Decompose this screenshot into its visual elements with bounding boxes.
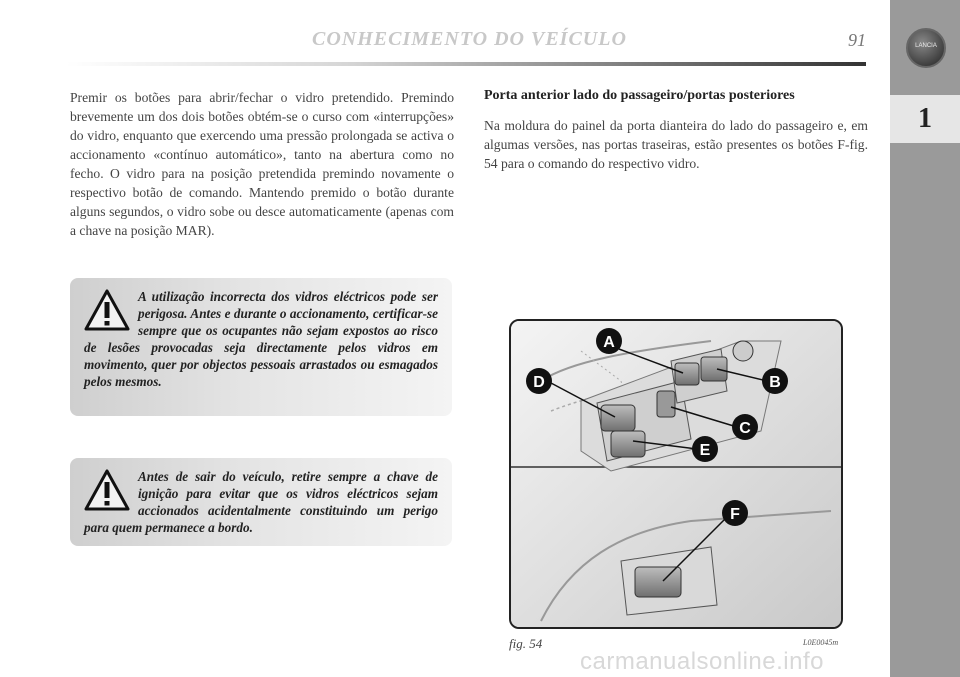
switch-e (611, 431, 645, 457)
header-rule (66, 62, 866, 66)
figure-code: L0E0045m (803, 638, 839, 647)
warning-box-2 (70, 458, 452, 546)
watermark: carmanualsonline.info (580, 648, 824, 675)
switch-c (657, 391, 675, 417)
warning-triangle-icon (84, 288, 130, 332)
switch-f (635, 567, 681, 597)
switch-d (601, 405, 635, 431)
label-a: A (603, 334, 615, 351)
switch-b (701, 357, 727, 381)
label-b: B (769, 374, 781, 391)
page-number: 91 (848, 30, 866, 50)
switch-a (675, 363, 699, 385)
warning-box-1 (70, 278, 452, 416)
figure-54 (509, 319, 843, 629)
label-f: F (730, 506, 740, 523)
lancia-logo (906, 28, 946, 68)
warning-triangle-icon (84, 468, 130, 512)
window-switch-illustration (511, 321, 841, 627)
mirror-control (733, 341, 753, 361)
label-e: E (699, 442, 711, 459)
figure-caption: fig. 54 (509, 636, 543, 651)
right-heading: Porta anterior lado do passageiro/portas posteriores (484, 88, 795, 103)
page-header-title: CONHECIMENTO DO VEÍCULO (312, 28, 627, 50)
warning-text-1: A utilização incorrecta dos vidros eléctricos pode ser perigosa. Antes e durante o accionamento, certificar-se sempre que os ocupantes não sejam expostos ao risco de lesões provocadas seja directamente pelos vidros em movimento, quer por objectos pessoais arrastados ou esmagados pelos mesmos. (84, 289, 438, 389)
label-d: D (533, 374, 545, 391)
chapter-tab[interactable]: 1 (890, 95, 960, 143)
label-c: C (739, 420, 751, 437)
left-paragraph: Premir os botões para abrir/fechar o vidro pretendido. Premindo brevemente um dos dois botões obtém-se o curso com «interrupções» do vidro, enquanto que exercendo uma pressão prolongada se activa o accionamento «contínuo automático», tanto na abertura como no fecho. O vidro para na posição pretendida premindo novamente o respectivo botão de comando. Mantendo premido o botão durante alguns segundos, o vidro sobe ou desce automaticamente (apenas com a chave na posição MAR). (70, 90, 454, 238)
warning-text-2: Antes de sair do veículo, retire sempre a chave de ignição para evitar que os vidros eléctricos sejam accionados acidentalmente constituindo um perigo para quem permanece a bordo. (84, 469, 438, 535)
right-paragraph: Na moldura do painel da porta dianteira do lado do passageiro e, em algumas versões, nas portas traseiras, estão presentes os botões F-fig. 54 para o comando do respectivo vidro. (484, 118, 868, 171)
logo-text: LANCIA (915, 43, 937, 49)
